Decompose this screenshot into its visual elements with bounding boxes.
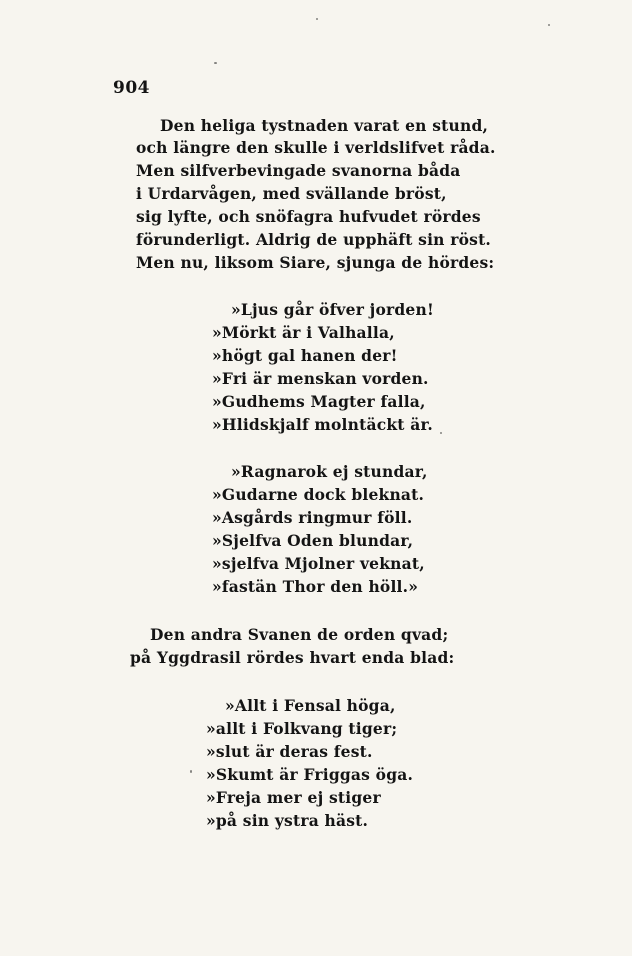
page-number: 904 [113, 78, 150, 98]
poem-line: »Gudhems Magter falla, [212, 392, 426, 411]
poem-line: »Freja mer ej stiger [206, 788, 381, 807]
ink-speck [440, 432, 442, 434]
ink-speck [316, 18, 318, 20]
poem-line: »Allt i Fensal höga, [225, 696, 396, 715]
poem-line: Men silfverbevingade svanorna båda [136, 161, 461, 180]
poem-line: förunderligt. Aldrig de upphäft sin röst. [136, 230, 492, 249]
poem-line: »sjelfva Mjolner veknat, [212, 554, 425, 573]
ink-speck [548, 24, 550, 26]
poem-line: »slut är deras fest. [206, 742, 373, 761]
poem-line: »Gudarne dock bleknat. [212, 485, 425, 504]
poem-line: »Mörkt är i Valhalla, [212, 323, 395, 342]
poem-line: »Ljus går öfver jorden! [231, 300, 434, 319]
poem-line: »Sjelfva Oden blundar, [212, 531, 414, 550]
ink-speck [190, 770, 192, 773]
poem-line: »Ragnarok ej stundar, [231, 462, 428, 481]
poem-line: »på sin ystra häst. [206, 811, 369, 830]
poem-line: i Urdarvågen, med svällande bröst, [136, 184, 447, 203]
poem-line: »fastän Thor den höll.» [212, 577, 419, 596]
poem-line: Den heliga tystnaden varat en stund, [160, 116, 489, 135]
poem-line: sig lyfte, och snöfagra hufvudet rördes [136, 207, 481, 226]
poem-line: »Fri är menskan vorden. [212, 369, 429, 388]
poem-line: »Hlidskjalf molntäckt är. [212, 415, 434, 434]
ink-speck [214, 62, 217, 64]
poem-line: »Asgårds ringmur föll. [212, 508, 413, 527]
poem-line: »allt i Folkvang tiger; [206, 719, 398, 738]
poem-line: »Skumt är Friggas öga. [206, 765, 414, 784]
poem-line: Men nu, liksom Siare, sjunga de hördes: [136, 253, 495, 272]
poem-line: och längre den skulle i verldslifvet råda. [136, 138, 496, 157]
poem-line: på Yggdrasil rördes hvart enda blad: [130, 648, 455, 667]
poem-line: »högt gal hanen der! [212, 346, 398, 365]
poem-line: Den andra Svanen de orden qvad; [150, 625, 449, 644]
